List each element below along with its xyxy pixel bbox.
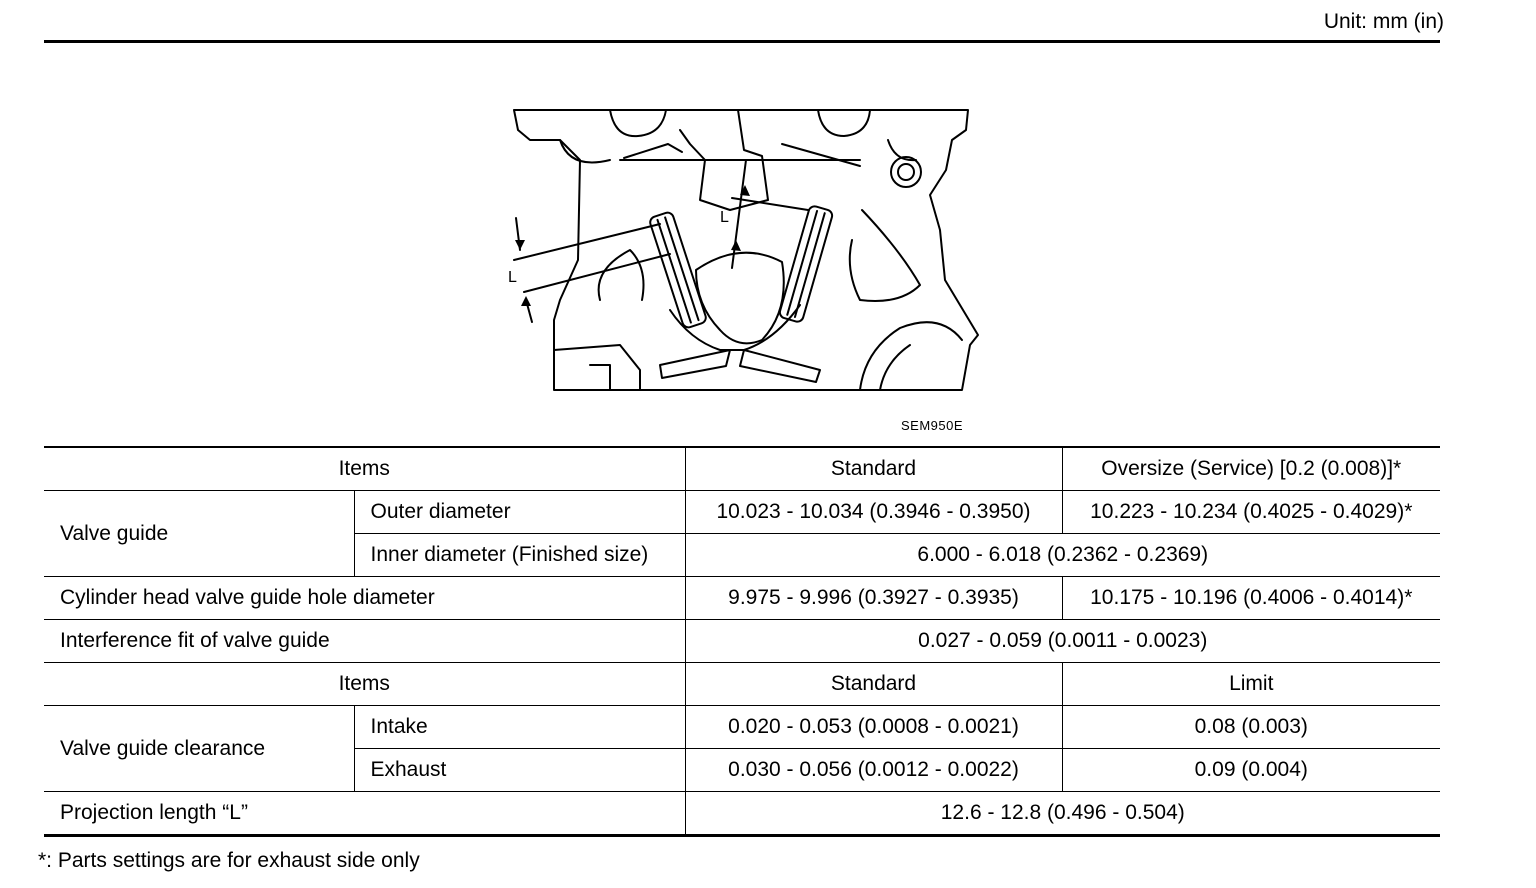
table-row <box>44 491 1440 534</box>
combustion-chamber <box>696 253 784 344</box>
table-row <box>44 792 1440 836</box>
interference-value: 0.027 - 0.059 (0.0011 - 0.0023) <box>685 620 1440 663</box>
top-rule <box>44 40 1440 43</box>
table-header-row <box>44 663 1440 706</box>
outer-diameter-label: Outer diameter <box>354 491 685 534</box>
hole-diameter-standard: 9.975 - 9.996 (0.3927 - 0.3935) <box>685 577 1062 620</box>
inner-diameter-value: 6.000 - 6.018 (0.2362 - 0.2369) <box>685 534 1440 577</box>
projection-label: Projection length “L” <box>44 792 685 836</box>
footnote: *: Parts settings are for exhaust side only <box>38 849 420 872</box>
header2-items: Items <box>44 663 685 706</box>
intake-standard: 0.020 - 0.053 (0.0008 - 0.0021) <box>685 706 1062 749</box>
interference-label: Interference fit of valve guide <box>44 620 685 663</box>
header-standard: Standard <box>685 447 1062 491</box>
dimension-label-exhaust: L <box>720 209 729 226</box>
exhaust-label: Exhaust <box>354 749 685 792</box>
table-row <box>44 620 1440 663</box>
table-row <box>44 706 1440 749</box>
intake-valve-guide <box>649 211 708 329</box>
figure-id: SEM950E <box>901 418 964 433</box>
valve-guide-spec-table <box>44 446 1440 837</box>
outer-diameter-standard: 10.023 - 10.034 (0.3946 - 0.3950) <box>685 491 1062 534</box>
table-header-row <box>44 447 1440 491</box>
intake-limit: 0.08 (0.003) <box>1062 706 1440 749</box>
header-items: Items <box>44 447 685 491</box>
outer-diameter-oversize: 10.223 - 10.234 (0.4025 - 0.4029)* <box>1062 491 1440 534</box>
valve-guide-label: Valve guide <box>44 491 354 577</box>
hole-diameter-oversize: 10.175 - 10.196 (0.4006 - 0.4014)* <box>1062 577 1440 620</box>
hole-diameter-label: Cylinder head valve guide hole diameter <box>44 577 685 620</box>
header-oversize: Oversize (Service) [0.2 (0.008)]* <box>1062 447 1440 491</box>
header2-limit: Limit <box>1062 663 1440 706</box>
exhaust-valve-guide <box>778 205 833 323</box>
clearance-label: Valve guide clearance <box>44 706 354 792</box>
table-row <box>44 577 1440 620</box>
dimension-label-intake: L <box>508 269 517 286</box>
intake-label: Intake <box>354 706 685 749</box>
header2-standard: Standard <box>685 663 1062 706</box>
unit-label: Unit: mm (in) <box>1323 10 1444 33</box>
cylinder-head-valve-guide-diagram <box>500 100 990 400</box>
inner-diameter-label: Inner diameter (Finished size) <box>354 534 685 577</box>
exhaust-standard: 0.030 - 0.056 (0.0012 - 0.0022) <box>685 749 1062 792</box>
projection-value: 12.6 - 12.8 (0.496 - 0.504) <box>685 792 1440 836</box>
exhaust-limit: 0.09 (0.004) <box>1062 749 1440 792</box>
